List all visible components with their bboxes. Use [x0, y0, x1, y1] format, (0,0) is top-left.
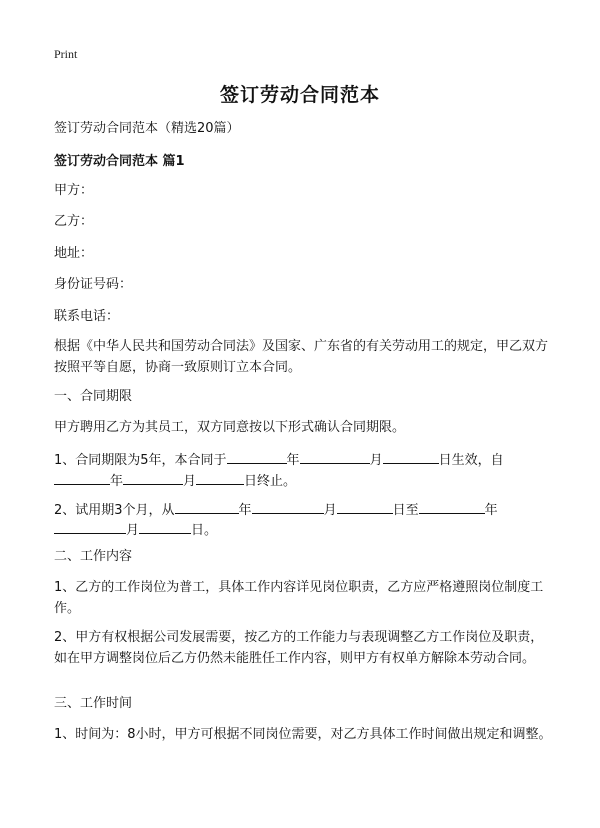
- document-subtitle: 签订劳动合同范本（精选20篇）: [54, 121, 240, 136]
- party-b-label: 乙方：: [54, 214, 94, 229]
- year-unit: 年: [286, 453, 300, 468]
- id-number-label: 身份证号码：: [54, 277, 133, 292]
- section-heading: 签订劳动合同范本 篇1: [54, 154, 185, 169]
- effective-text: 日生效，自: [438, 453, 504, 468]
- until-text: 日至: [392, 503, 419, 518]
- section3-heading: 三、工作时间: [54, 696, 133, 711]
- month-unit: 月: [126, 523, 140, 538]
- start-day-blank: [383, 449, 439, 464]
- document-title: 签订劳动合同范本: [219, 84, 380, 106]
- year-unit: 年: [238, 503, 252, 518]
- end-year-blank: [54, 470, 110, 485]
- year-unit: 年: [110, 474, 124, 489]
- probation-text: 2、试用期3个月，从: [54, 503, 175, 518]
- day-end-text: 日。: [191, 523, 218, 538]
- phone-label: 联系电话：: [54, 309, 120, 324]
- section2-heading: 二、工作内容: [54, 549, 133, 564]
- month-unit: 月: [183, 474, 197, 489]
- probation-line-2: [54, 519, 217, 541]
- probation-end-day-blank: [139, 519, 191, 534]
- probation-end-month-blank: [54, 519, 126, 534]
- month-unit: 月: [369, 453, 383, 468]
- probation-start-year-blank: [175, 499, 239, 514]
- contract-term-line-1: [54, 449, 504, 471]
- probation-start-month-blank: [252, 499, 324, 514]
- probation-end-year-blank: [419, 499, 485, 514]
- month-unit: 月: [323, 503, 337, 518]
- term-text: 1、合同期限为5年，本合同于: [54, 453, 227, 468]
- start-month-blank: [300, 449, 370, 464]
- print-link[interactable]: Print: [54, 47, 78, 61]
- party-a-label: 甲方：: [54, 183, 94, 198]
- section3-paragraph-1: 1、时间为：8小时，甲方可根据不同岗位需要，对乙方具体工作时间做出规定和调整。: [54, 727, 552, 742]
- contract-term-line-2: [54, 470, 296, 492]
- section1-heading: 一、合同期限: [54, 389, 133, 404]
- address-label: 地址：: [54, 246, 94, 261]
- intro-paragraph: 根据《中华人民共和国劳动合同法》及国家、广东省的有关劳动用工的规定，甲乙双方按照平等自愿，协商一致原则订立本合同。: [54, 339, 549, 375]
- start-year-blank: [227, 449, 287, 464]
- probation-start-day-blank: [337, 499, 393, 514]
- terminate-text: 日终止。: [244, 474, 297, 489]
- probation-line-1: [54, 499, 498, 521]
- year-unit: 年: [484, 503, 498, 518]
- section2-paragraph-1: 1、乙方的工作岗位为普工，具体工作内容详见岗位职责，乙方应严格遵照岗位制度工作。: [54, 580, 544, 616]
- end-month-blank: [123, 470, 183, 485]
- section2-paragraph-2: 2、甲方有权根据公司发展需要，按乙方的工作能力与表现调整乙方工作岗位及职责，如在甲方调整岗位后乙方仍然未能胜任工作内容，则甲方有权单方解除本劳动合同。: [54, 630, 544, 666]
- section1-paragraph-1: 甲方聘用乙方为其员工，双方同意按以下形式确认合同期限。: [54, 420, 406, 435]
- end-day-blank: [196, 470, 244, 485]
